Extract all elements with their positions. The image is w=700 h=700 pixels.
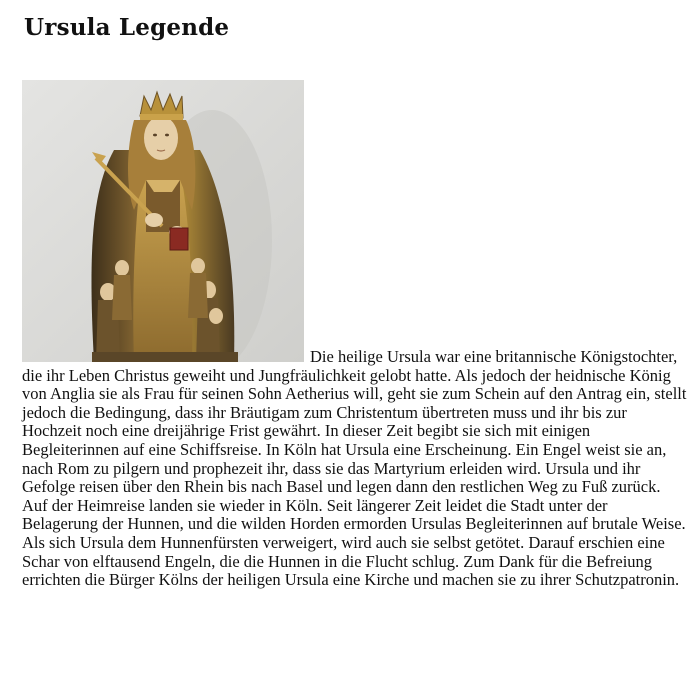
ursula-statue-image bbox=[22, 80, 304, 362]
article-text: Die heilige Ursula war eine britannische Königstochter, die ihr Leben Christus geweiht und Jungfräulichkeit gelobt hatte. Als jedoch der heidnische König von Anglia sie als Frau für seinen Sohn Aetherius will, geht sie zum Schein auf den Antrag ein, stellt jedoch die Bedingung, dass ihr Bräutigam zum Christentum übertreten muss und ihr bis zur Hochzeit noch eine dreijährige Frist gewährt. In dieser Zeit begibt sie sich mit einigen Begleiterinnen auf eine Schiffsreise. In Köln hat Ursula eine Erscheinung. Ein Engel weist sie an, nach Rom zu pilgern und prophezeit ihr, dass sie das Martyrium erleiden wird. Ursula und ihr Gefolge reisen über den Rhein bis nach Basel und legen dann den restlichen Weg zu Fuß zurück. Auf der Heimreise landen sie wieder in Köln. Seit längerer Zeit leidet die Stadt unter der Belagerung der Hunnen, und die wilden Horden ermorden Ursulas Begleiterinnen auf brutale Weise. Als sich Ursula dem Hunnenfürsten verweigert, wird auch sie selbst getötet. Darauf erschien eine Schar von elftausend Engeln, die die Hunnen in die Flucht schlug. Zum Dank für die Befreiung errichten die Bürger Kölns der heiligen Ursula eine Kirche und machen sie zu ihrer Schutzpatronin. bbox=[22, 347, 687, 590]
page-title: Ursula Legende bbox=[24, 14, 230, 41]
statue-illustration bbox=[22, 80, 304, 362]
article bbox=[22, 80, 687, 590]
